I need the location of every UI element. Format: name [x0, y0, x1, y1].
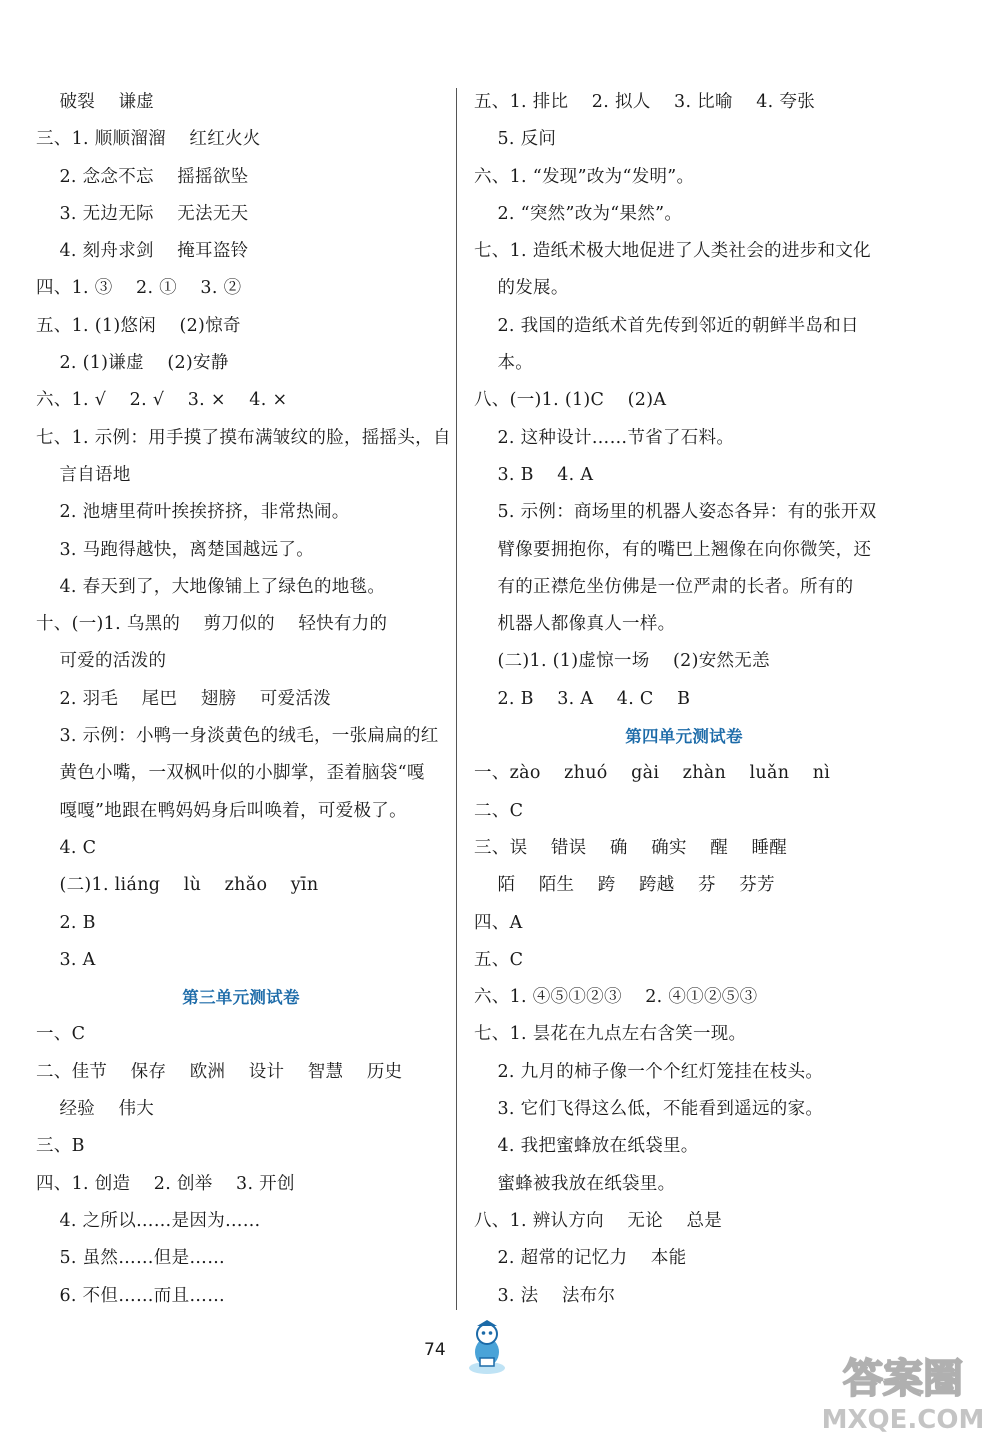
answer-line: 3. 马跑得越快，离楚国越远了。: [36, 539, 315, 560]
answer-line: 3. 法 法布尔: [474, 1285, 616, 1306]
right-column: [474, 84, 894, 1315]
answer-line: 2. B 3. A 4. C B: [474, 688, 691, 709]
answer-line: 陌 陌生 跨 跨越 芬 芬芳: [474, 875, 775, 896]
answer-line: 2. “突然”改为“果然”。: [474, 203, 683, 224]
answer-line: 3. A: [36, 949, 96, 970]
watermark-logo: [818, 1340, 988, 1438]
answer-line: 5. 示例：商场里的机器人姿态各异：有的张开双: [474, 502, 877, 523]
answer-line: 2. 念念不忘 摇摇欲坠: [36, 166, 249, 187]
answer-line: 2. 羽毛 尾巴 翅膀 可爱活泼: [36, 688, 331, 709]
answer-line: 五、C: [474, 949, 524, 970]
answer-line: 2. 我国的造纸术首先传到邻近的朝鲜半岛和日: [474, 315, 859, 336]
answer-line: 2. B: [36, 912, 96, 933]
answer-line: 八、(一)1. (1)C (2)A: [474, 390, 667, 411]
answer-line: 3. B 4. A: [474, 464, 594, 485]
svg-text:答案圈: 答案圈: [843, 1356, 963, 1402]
column-divider: [456, 88, 457, 1310]
answer-line: 经验 伟大: [36, 1099, 155, 1120]
answer-line: (二)1. (1)虚惊一场 (2)安然无恙: [474, 651, 770, 672]
answer-line: 七、1. 造纸术极大地促进了人类社会的进步和文化: [474, 241, 871, 262]
answer-line: 四、1. 创造 2. 创举 3. 开创: [36, 1173, 295, 1194]
answer-line: 三、误 错误 确 确实 醒 睡醒: [474, 837, 788, 858]
answer-line: 四、1. ③ 2. ① 3. ②: [36, 278, 242, 299]
answer-line: 黄色小嘴，一双枫叶似的小脚掌，歪着脑袋“嘎: [36, 763, 425, 784]
answer-line: 蜜蜂被我放在纸袋里。: [474, 1173, 676, 1194]
answer-line: (二)1. liáng lù zhǎo yīn: [36, 875, 319, 896]
answer-line: 2. 九月的柿子像一个个红灯笼挂在枝头。: [474, 1061, 824, 1082]
answer-line: 五、1. 排比 2. 拟人 3. 比喻 4. 夸张: [474, 92, 815, 112]
section-heading: 第四单元测试卷: [625, 727, 743, 747]
answer-line: 六、1. ④⑤①②③ 2. ④①②⑤③: [474, 987, 758, 1008]
answer-line: 十、(一)1. 乌黑的 剪刀似的 轻快有力的: [36, 614, 388, 635]
mascot-icon: [464, 1318, 510, 1376]
answer-line: 机器人都像真人一样。: [474, 614, 676, 635]
left-column: [36, 84, 451, 1315]
section-heading: 第三单元测试卷: [182, 988, 300, 1008]
answer-line: 四、A: [474, 912, 523, 933]
answer-line: 5. 虽然……但是……: [36, 1248, 226, 1269]
answer-line: 八、1. 辨认方向 无论 总是: [474, 1210, 723, 1231]
answer-line: 三、B: [36, 1136, 85, 1157]
answer-line: 6. 不但……而且……: [36, 1285, 226, 1306]
answer-line: 2. (1)谦虚 (2)安静: [36, 353, 229, 374]
answer-line: 一、zào zhuó gài zhàn luǎn nì: [474, 763, 831, 784]
answer-line: 六、1. “发现”改为“发明”。: [474, 166, 695, 187]
answer-line: 5. 反问: [474, 129, 557, 150]
answer-line: 4. 刻舟求剑 掩耳盗铃: [36, 241, 249, 262]
answer-line: 本。: [474, 353, 534, 374]
answer-line: 可爱的活泼的: [36, 651, 167, 672]
answer-line: 的发展。: [474, 278, 569, 299]
answer-line: 3. 它们飞得这么低，不能看到遥远的家。: [474, 1099, 824, 1120]
answer-line: 五、1. (1)悠闲 (2)惊奇: [36, 315, 241, 336]
answer-line: 4. C: [36, 837, 97, 858]
answer-line: 3. 示例：小鸭一身淡黄色的绒毛，一张扁扁的红: [36, 726, 439, 747]
answer-line: 2. 池塘里荷叶挨挨挤挤，非常热闹。: [36, 502, 350, 523]
answer-line: 2. 超常的记忆力 本能: [474, 1248, 687, 1269]
answer-line: 二、佳节 保存 欧洲 设计 智慧 历史: [36, 1061, 403, 1082]
answer-line: 2. 这种设计……节省了石料。: [474, 427, 735, 448]
answer-line: 4. 之所以……是因为……: [36, 1210, 261, 1231]
answer-line: 六、1. √ 2. √ 3. × 4. ×: [36, 390, 288, 411]
answer-line: 臂像要拥抱你，有的嘴巴上翘像在向你微笑，还: [474, 539, 872, 560]
answer-line: 一、C: [36, 1024, 86, 1045]
answer-line: 七、1. 昙花在九点左右含笑一现。: [474, 1024, 747, 1045]
page-number: 74: [424, 1340, 446, 1360]
svg-text:MXQE.COM: MXQE.COM: [821, 1405, 985, 1435]
answer-line: 七、1. 示例：用手摸了摸布满皱纹的脸，摇摇头，自: [36, 427, 451, 448]
answer-line: 4. 我把蜜蜂放在纸袋里。: [474, 1136, 699, 1157]
answer-line: 4. 春天到了，大地像铺上了绿色的地毯。: [36, 576, 386, 597]
answer-line: 3. 无边无际 无法无天: [36, 203, 249, 224]
answer-line: 二、C: [474, 800, 524, 821]
answer-line: 言自语地: [36, 464, 131, 485]
answer-line: 嘎嘎”地跟在鸭妈妈身后叫唤着，可爱极了。: [36, 800, 407, 821]
answer-line: 破裂 谦虚: [36, 92, 155, 112]
answer-line: 有的正襟危坐仿佛是一位严肃的长者。所有的: [474, 576, 854, 597]
answer-line: 三、1. 顺顺溜溜 红红火火: [36, 129, 261, 150]
